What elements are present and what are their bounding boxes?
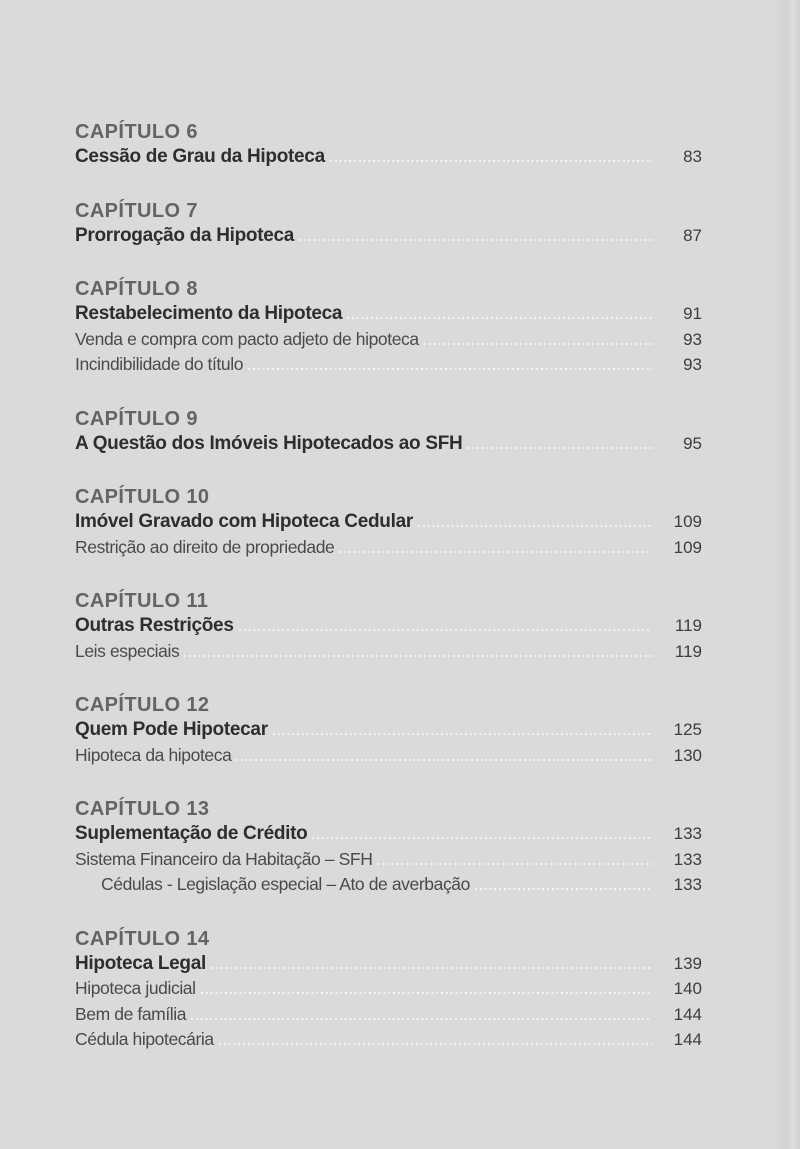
chapter-block [75,927,702,1053]
dotted-leader [475,888,652,890]
entry-title: Restrição ao direito de propriedade [75,536,335,557]
toc-entry-row [75,847,702,873]
dotted-leader [377,863,652,865]
dotted-leader [239,629,652,631]
dotted-leader [248,368,652,370]
page-number: 144 [673,1004,702,1024]
page-number: 119 [674,616,702,635]
page-number: 133 [673,875,702,894]
entry-title: Imóvel Gravado com Hipoteca Cedular [75,511,413,532]
toc-entry-row [75,432,702,457]
page-number: 95 [683,433,702,453]
page-number: 91 [683,304,702,323]
chapter-block [75,407,702,457]
dotted-leader [339,551,652,553]
dotted-leader [424,343,652,345]
page-number: 144 [673,1030,702,1049]
dotted-leader [236,759,652,761]
chapter-heading: CAPÍTULO 9 [75,407,198,430]
toc-entry-row [75,535,702,561]
toc-entry-row [75,302,702,327]
table-of-contents [75,120,702,1082]
entry-title: Venda e compra com pacto adjeto de hipoteca [75,328,419,349]
toc-entry-row [75,1027,702,1053]
entry-title: Quem Pode Hipotecar [75,719,268,740]
entry-title: Leis especiais [75,640,180,661]
chapter-block [75,589,702,664]
entry-title: Cédula hipotecária [75,1029,214,1049]
toc-entry-row [75,822,702,847]
dotted-leader [191,1018,652,1020]
toc-entry-row [75,743,702,769]
page-number: 109 [673,512,702,531]
dotted-leader [273,733,652,735]
dotted-leader [347,317,652,319]
dotted-leader [467,447,652,449]
entry-title: Suplementação de Crédito [75,823,308,844]
entry-title: Bem de família [75,1003,187,1024]
chapter-heading: CAPÍTULO 11 [75,590,209,612]
dotted-leader [299,239,652,241]
dotted-leader [184,655,652,657]
page-number: 93 [683,355,702,374]
page-number: 125 [673,720,702,739]
page-number: 133 [673,849,702,869]
dotted-leader [211,967,652,969]
toc-entry-row [75,614,702,639]
entry-title: Restabelecimento da Hipoteca [75,303,343,324]
chapter-heading: CAPÍTULO 8 [75,278,198,300]
chapter-block [75,277,702,378]
toc-entry-row [75,872,702,898]
chapter-heading: CAPÍTULO 14 [75,927,210,950]
entry-title: Prorrogação da Hipoteca [75,224,295,246]
page-number: 133 [673,824,702,843]
page-number: 83 [683,147,702,166]
page-number: 139 [673,953,702,973]
toc-entry-row [75,327,702,353]
dotted-leader [219,1043,652,1045]
page-edge-shading [772,0,800,1149]
toc-entry-row [75,224,702,249]
entry-title: Hipoteca Legal [75,952,206,974]
chapter-heading: CAPÍTULO 6 [75,121,198,143]
chapter-heading: CAPÍTULO 12 [75,694,210,716]
dotted-leader [418,525,652,527]
dotted-leader [312,837,652,839]
page-number: 93 [683,329,702,349]
chapter-block [75,485,702,560]
toc-entry-row [75,510,702,535]
toc-entry-row [75,1002,702,1028]
page-number: 140 [673,979,702,998]
page-number: 130 [673,745,702,765]
entry-title: Outras Restrições [75,615,234,636]
entry-title: Sistema Financeiro da Habitação – SFH [75,848,373,869]
chapter-heading: CAPÍTULO 13 [75,798,210,820]
entry-title: Hipoteca da hipoteca [75,744,232,765]
chapter-block [75,199,702,249]
entry-title: Hipoteca judicial [75,978,196,998]
chapter-block [75,693,702,768]
chapter-heading: CAPÍTULO 10 [75,486,210,508]
toc-entry-row [75,352,702,378]
entry-title: Cédulas - Legislação especial – Ato de averbação [101,874,470,894]
toc-entry-row [75,639,702,665]
toc-entry-row [75,718,702,743]
dotted-leader [330,160,652,162]
toc-entry-row [75,976,702,1002]
chapter-block [75,797,702,898]
page-number: 119 [674,641,702,661]
page-number: 109 [673,537,702,557]
toc-entry-row [75,145,702,170]
toc-entry-row [75,952,702,977]
entry-title: A Questão dos Imóveis Hipotecados ao SFH [75,432,463,454]
page-number: 87 [683,225,702,245]
chapter-block [75,120,702,170]
chapter-heading: CAPÍTULO 7 [75,199,198,222]
entry-title: Incindibilidade do título [75,354,244,374]
entry-title: Cessão de Grau da Hipoteca [75,146,325,167]
dotted-leader [201,992,652,994]
